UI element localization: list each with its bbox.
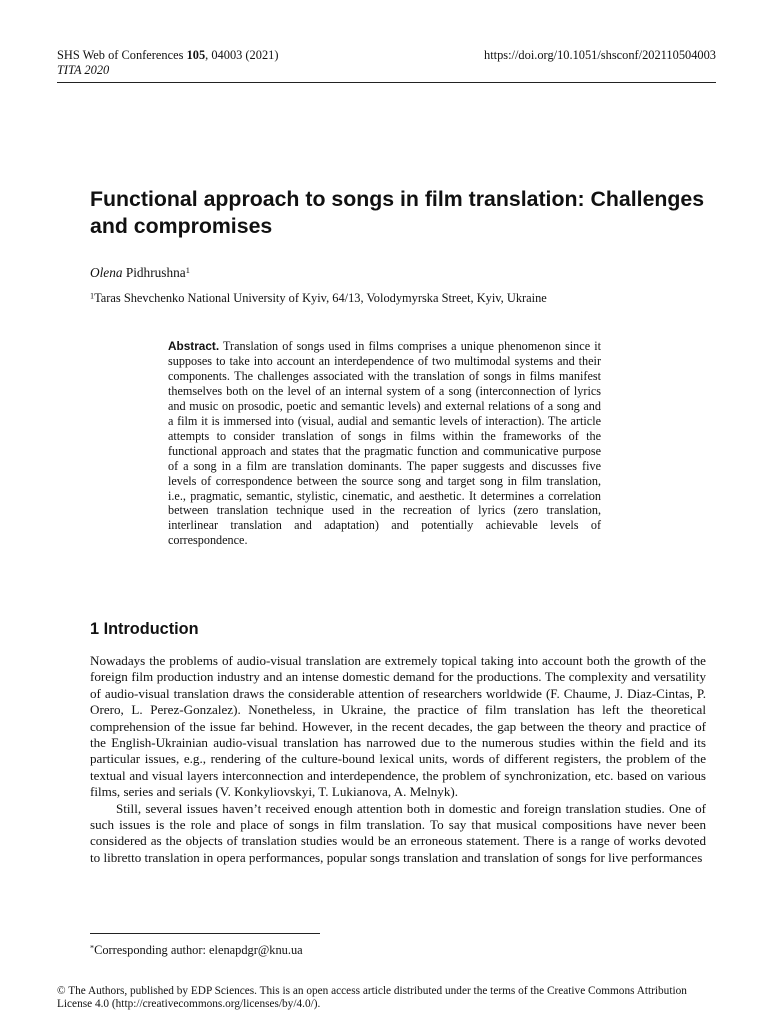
affiliation-marker: 1 — [90, 291, 95, 301]
article-number: , 04003 (2021) — [205, 48, 279, 62]
abstract-text: Translation of songs used in films comprises a unique phenomenon since it supposes to take into account an interdependence of two multimodal systems and their components. The challenges associated with the translation of songs in films manifest themselves both on the level of an internal system of a song (interconnection of lyrics and music on prosodic, poetic and semantic levels) and external relations of a song and a film it is immersed into (visual, audial and semantic levels of interaction). The article attempts to consider translation of songs in films within the frameworks of the functional approach and states that the pragmatic function and communicative purpose of a song in a film are translation dominants. The paper suggests and discusses five levels of correspondence between the source song and target song in film translation, i.e., pragmatic, semantic, stylistic, cinematic, and aesthetic. It determines a correlation between translation technique used in the recreation of lyrics (zero translation, interlinear translation and adaptation) and potentially achievable levels of correspondence. — [168, 339, 601, 548]
conference-name: TITA 2020 — [57, 63, 110, 77]
journal-volume: 105 — [186, 48, 206, 62]
abstract-label: Abstract. — [168, 339, 220, 353]
abstract — [168, 339, 601, 548]
affiliation — [90, 291, 547, 306]
author-line — [90, 265, 190, 281]
body-paragraph: Nowadays the problems of audio-visual translation are extremely topical taking into account both the growth of the foreign film production industry and an intense domestic demand for the productions. The complexity and versatility of audio-visual translation draws the considerable attention of researchers worldwide (F. Chaume, J. Diaz-Cintas, P. Orero, L. Perez-Gonzalez). Nonetheless, in Ukraine, the practice of film translation has left the theoretical comprehension of the issue far behind. However, in the recent decades, the gap between the theory and practice of the English-Ukrainian audio-visual translation has narrowed due to the numerous studies within the field and its particular issues, e.g., rendering of the culture-bound lexical units, words of different registers, the problem of the textual and visual layers interconnection and interdependence, the problem of synchronization, etc. based on various films, series and serials (V. Konkyliovskyi, T. Lukianova, A. Melnyk). — [90, 653, 706, 800]
section-heading: 1 Introduction — [90, 620, 199, 638]
section-body — [90, 653, 706, 866]
affiliation-text: Taras Shevchenko National University of Kyiv, 64/13, Volodymyrska Street, Kyiv, Ukraine — [94, 291, 547, 305]
running-header — [57, 48, 278, 78]
license-notice: © The Authors, published by EDP Sciences. This is an open access article distributed under the terms of the Creative Commons Attribution License 4.0 (http://creativecommons.org/licenses/by/4.0/). — [57, 985, 687, 1011]
header-divider — [57, 82, 716, 83]
doi-link[interactable]: https://doi.org/10.1051/shsconf/202110504003 — [484, 48, 716, 62]
paper-title: Functional approach to songs in film translation: Challenges and compromises — [90, 187, 705, 238]
journal-citation — [57, 48, 278, 63]
footnote-marker: * — [90, 943, 95, 953]
author-given-name: Olena — [90, 265, 123, 280]
author-family-name: Pidhrushna — [122, 265, 186, 280]
journal-name: SHS Web of Conferences — [57, 48, 184, 62]
author-affiliation-marker: 1 — [185, 265, 191, 276]
footnote-divider — [90, 933, 320, 934]
body-paragraph: Still, several issues haven’t received enough attention both in domestic and foreign translation studies. One of such issues is the role and place of songs in film translation. To say that musical compositions have never been considered as the objects of translation studies would be an erroneous statement. There is a range of works devoted to libretto translation in opera performances, popular songs translation and translation of songs for live performances — [90, 800, 706, 865]
footnote — [90, 943, 303, 958]
footnote-text: Corresponding author: elenapdgr@knu.ua — [94, 943, 303, 957]
